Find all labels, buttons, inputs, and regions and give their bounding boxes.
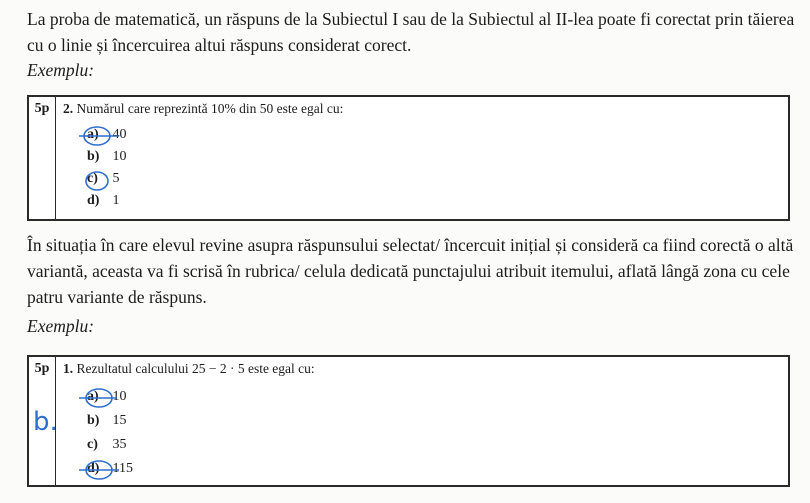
intro-paragraph: La proba de matematică, un răspuns de la Subiectul I sau de la Subiectul al II-lea poate fi corectat prin tăierea cu o linie și încercuirea altui răspuns considerat corect. bbox=[27, 9, 795, 55]
option-label: b) bbox=[87, 149, 100, 164]
option-label: a) bbox=[87, 127, 99, 142]
option-label: d) bbox=[87, 461, 100, 476]
points-cell: 5p bbox=[29, 357, 56, 485]
option-label: c) bbox=[87, 171, 98, 186]
option-value: 115 bbox=[112, 461, 133, 476]
middle-paragraph: În situația în care elevul revine asupra răspunsului selectat/ încercuit inițial și consideră ca fiind corectă o altă variantă, aceasta va fi scrisă în rubrica/ celula dedicată punctajului atribuit itemului, aflată lângă zona cu cele patru variante de răspuns. bbox=[27, 235, 794, 307]
option-value: 1 bbox=[112, 193, 120, 208]
question-number: 2. bbox=[63, 101, 74, 116]
points-cell: 5p bbox=[29, 97, 56, 219]
option-value: 40 bbox=[112, 127, 127, 142]
question-statement: Numărul care reprezintă 10% din 50 este egal cu: bbox=[76, 101, 344, 116]
example-2-box bbox=[27, 355, 790, 487]
option-value: 35 bbox=[112, 437, 127, 452]
ink-marks bbox=[77, 125, 137, 215]
example-label-2: Exemplu: bbox=[27, 316, 95, 336]
option-value: 5 bbox=[112, 171, 120, 186]
circle-mark-c bbox=[86, 172, 108, 190]
example-label-1: Exemplu: bbox=[27, 60, 95, 80]
option-label: c) bbox=[87, 437, 98, 452]
question-statement: Rezultatul calculului 25 − 2 · 5 este egal cu: bbox=[76, 361, 315, 376]
handwritten-answer: b. bbox=[33, 407, 58, 437]
example-1-box bbox=[27, 95, 790, 221]
option-value: 10 bbox=[112, 389, 127, 404]
option-value: 10 bbox=[112, 149, 127, 164]
option-label: d) bbox=[87, 193, 100, 208]
option-label: b) bbox=[87, 413, 100, 428]
option-label: a) bbox=[87, 389, 99, 404]
option-value: 15 bbox=[112, 413, 127, 428]
question-text bbox=[63, 101, 343, 117]
question-number: 1. bbox=[63, 361, 74, 376]
question-text bbox=[63, 361, 315, 377]
ink-marks bbox=[73, 385, 153, 485]
